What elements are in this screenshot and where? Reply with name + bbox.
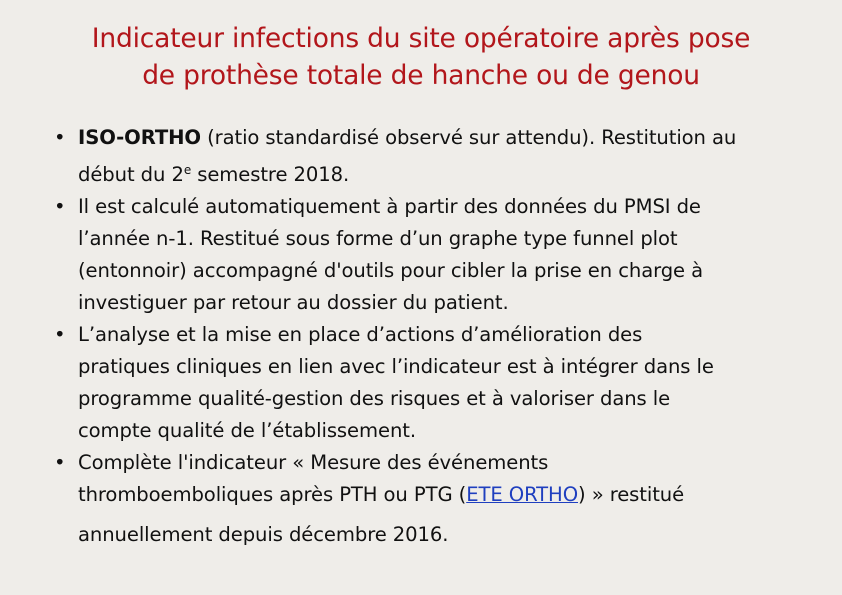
bullet-3-line-1: L’analyse et la mise en place d’actions d’amélioration des	[78, 323, 643, 346]
bullet-2-line-2: l’année n-1. Restitué sous forme d’un graphe type funnel plot	[78, 227, 678, 250]
bullet-item-calcul	[54, 191, 814, 319]
bullet-2-line-4: investiguer par retour au dossier du patient.	[78, 291, 509, 314]
bullet-2-line-1: Il est calculé automatiquement à partir des données du PMSI de	[78, 195, 701, 218]
bullet-1-line-1-text: (ratio standardisé observé sur attendu). Restitution au	[200, 126, 737, 149]
ete-ortho-link[interactable]: ETE ORTHO	[466, 483, 579, 506]
bullet-4-line-3: annuellement depuis décembre 2016.	[78, 523, 449, 546]
iso-ortho-label: ISO-ORTHO	[78, 126, 201, 149]
superscript: e	[183, 163, 192, 177]
bullet-1-line-2-pre: début du 2	[78, 163, 184, 186]
title-line-1: Indicateur infections du site opératoire après pose	[91, 23, 751, 54]
bullet-1-line-2	[78, 154, 814, 191]
bullet-3-line-2: pratiques cliniques en lien avec l’indicateur est à intégrer dans le	[78, 355, 714, 378]
bullet-4-line-2-post: ) » restitué	[578, 483, 685, 506]
bullet-icon: •	[54, 126, 66, 149]
bullet-item-iso-ortho	[54, 122, 814, 191]
bullet-3-line-4: compte qualité de l’établissement.	[78, 419, 416, 442]
bullet-list	[54, 122, 814, 551]
bullet-2-line-3: (entonnoir) accompagné d'outils pour cibler la prise en charge à	[78, 259, 704, 282]
bullet-item-complete	[54, 447, 814, 551]
bullet-1-line-2-post: semestre 2018.	[191, 163, 350, 186]
bullet-item-analyse	[54, 319, 814, 447]
bullet-icon: •	[54, 195, 66, 218]
bullet-3-line-3: programme qualité-gestion des risques et à valoriser dans le	[78, 387, 671, 410]
slide-title	[30, 20, 812, 94]
bullet-1-line-1	[78, 122, 814, 154]
bullet-4-line-2	[78, 479, 814, 511]
title-line-2: de prothèse totale de hanche ou de genou	[142, 60, 700, 91]
bullet-4-line-1: Complète l'indicateur « Mesure des événements	[78, 451, 549, 474]
bullet-4-line-2-pre: thromboemboliques après PTH ou PTG (	[78, 483, 467, 506]
bullet-icon: •	[54, 451, 66, 474]
bullet-icon: •	[54, 323, 66, 346]
